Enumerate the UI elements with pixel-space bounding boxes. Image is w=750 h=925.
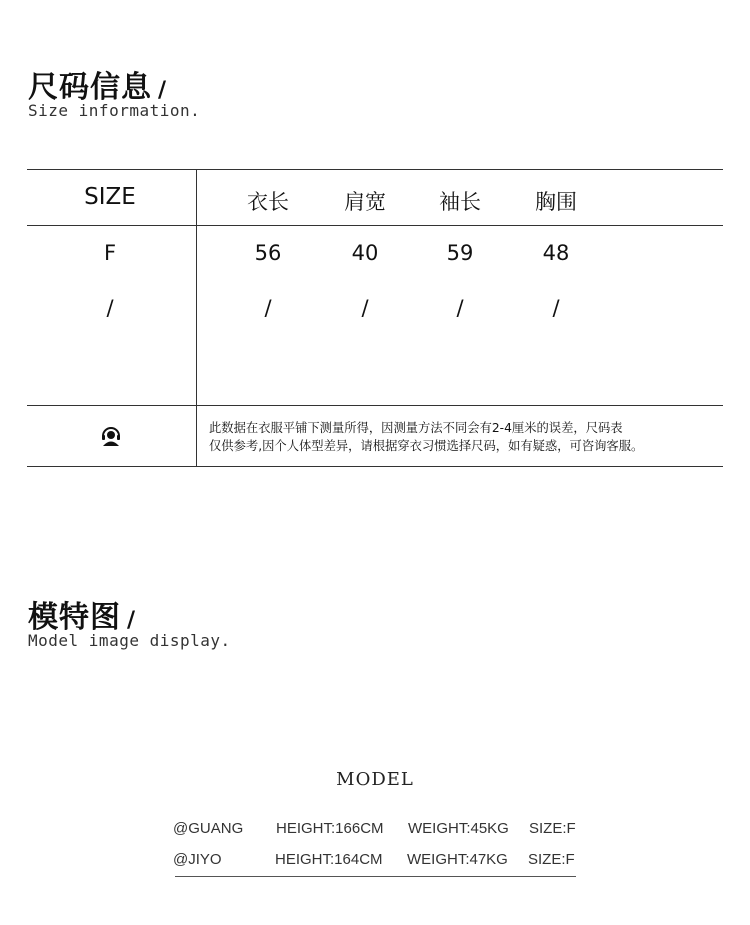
model-section-title-text: 模特图 (28, 600, 121, 635)
header-shoulder: 肩宽 (344, 190, 386, 214)
size-note-line-2: 仅供参考,因个人体型差异，请根据穿衣习惯选择尺码，如有疑惑，可咨询客服。 (209, 439, 644, 453)
table-header-divider (27, 225, 723, 226)
cell-chest: / (552, 296, 560, 320)
cell-shoulder: / (361, 296, 369, 320)
table-column-divider (196, 169, 197, 467)
model-underline (175, 876, 576, 877)
cell-size: / (106, 296, 114, 320)
customer-service-icon (100, 425, 122, 447)
model-height: HEIGHT:164CM (275, 851, 383, 868)
model-size: SIZE:F (528, 851, 575, 868)
table-note-divider (27, 405, 723, 406)
model-weight: WEIGHT:47KG (407, 851, 508, 868)
cell-shoulder: 40 (351, 241, 379, 265)
header-length: 衣长 (247, 190, 289, 214)
table-top-border (27, 169, 723, 170)
size-note-line-1: 此数据在衣服平铺下测量所得，因测量方法不同会有2-4厘米的误差，尺码表 (209, 421, 623, 435)
model-section-subtitle: Model image display. (28, 631, 231, 650)
model-weight: WEIGHT:45KG (408, 820, 509, 837)
model-heading: MODEL (336, 769, 414, 790)
header-chest: 胸围 (535, 190, 577, 214)
model-section-title (28, 592, 136, 636)
header-sleeve: 袖长 (439, 190, 481, 214)
model-size: SIZE:F (529, 820, 576, 837)
table-bottom-border (27, 466, 723, 467)
header-size: SIZE (84, 184, 136, 210)
size-note (209, 419, 643, 455)
cell-size: F (103, 241, 117, 265)
model-name: @GUANG (173, 820, 244, 837)
model-name: @JIYO (173, 851, 222, 868)
size-section-title-text: 尺码信息 (28, 70, 152, 105)
cell-chest: 48 (542, 241, 570, 265)
cell-length: / (264, 296, 272, 320)
cell-length: 56 (254, 241, 282, 265)
size-section-title (28, 62, 167, 106)
model-height: HEIGHT:166CM (276, 820, 384, 837)
cell-sleeve: 59 (446, 241, 474, 265)
cell-sleeve: / (456, 296, 464, 320)
title-slash: / (158, 78, 168, 103)
title-slash: / (127, 608, 137, 633)
size-section-subtitle: Size information. (28, 101, 201, 120)
